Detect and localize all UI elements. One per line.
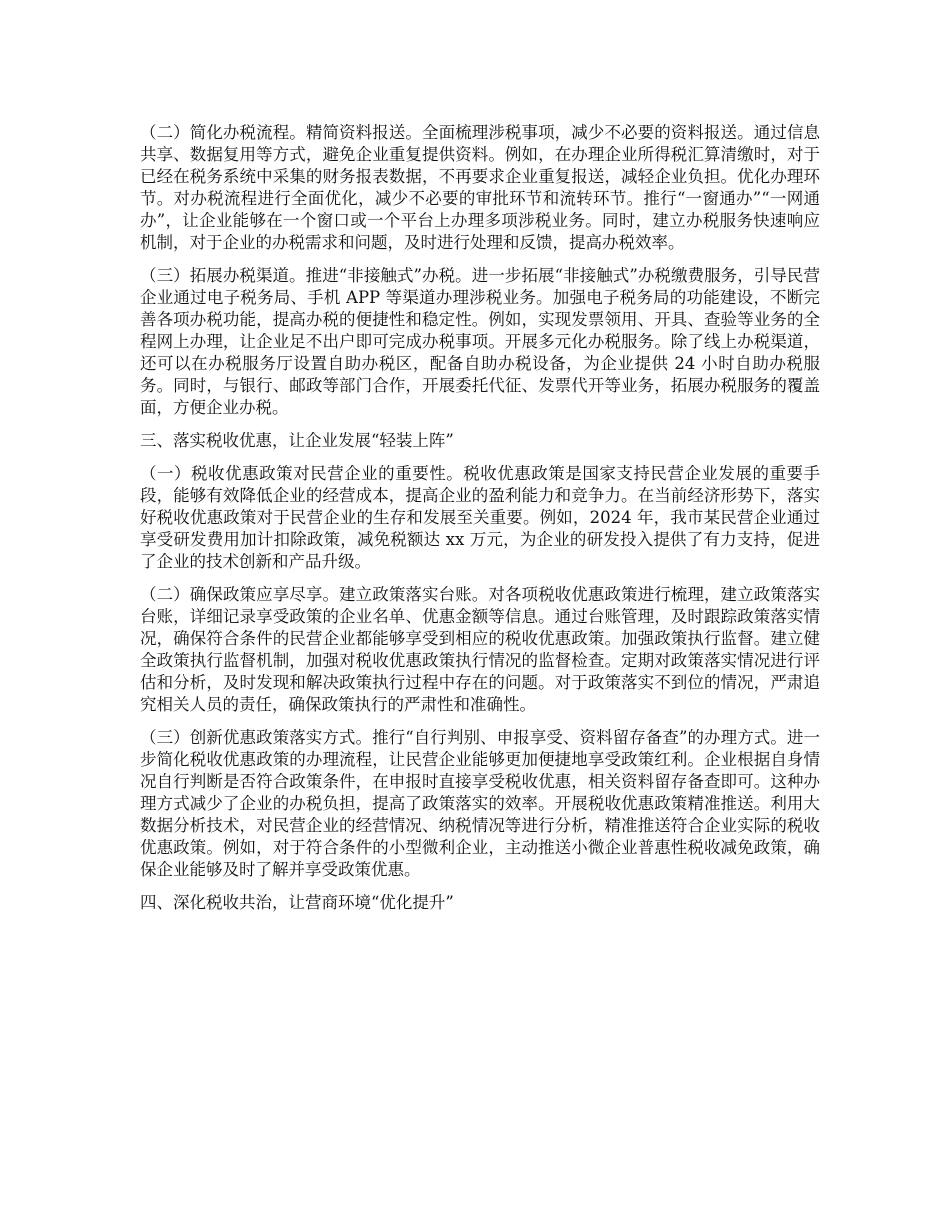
paragraph-simplify-tax-process: （二）简化办税流程。精简资料报送。全面梳理涉税事项，减少不必要的资料报送。通过信息共享、数据复用等方式，避免企业重复提供资料。例如，在办理企业所得税汇算清缴时，对于已经在税务系统中采集的财务报表数据，不再要求企业重复报送，减轻企业负担。优化办理环节。对办税流程进行全面优化，减少不必要的审批环节和流转环节。推行“一窗通办”“一网通办”，让企业能够在一个窗口或一个平台上办理多项涉税业务。同时，建立办税服务快速响应机制，对于企业的办税需求和问题，及时进行处理和反馈，提高办税效率。 [140,123,820,252]
paragraph-innovate-policy-implementation: （三）创新优惠政策落实方式。推行“自行判别、申报享受、资料留存备查”的办理方式。进一步简化税收优惠政策的办理流程，让民营企业能够更加便捷地享受政策红利。企业根据自身情况自行判断是否符合政策条件，在申报时直接享受税收优惠，相关资料留存备查即可。这种办理方式减少了企业的办税负担，提高了政策落实的效率。开展税收优惠政策精准推送。利用大数据分析技术，对民营企业的经营情况、纳税情况等进行分析，精准推送符合企业实际的税收优惠政策。例如，对于符合条件的小型微利企业，主动推送小微企业普惠性税收减免政策，确保企业能够及时了解并享受政策优惠。 [140,728,820,879]
section-heading-tax-co-governance: 四、深化税收共治，让营商环境“优化提升” [140,893,454,912]
paragraph-expand-tax-channels: （三）拓展办税渠道。推进“非接触式”办税。进一步拓展“非接触式”办税缴费服务，引导民营企业通过电子税务局、手机 APP 等渠道办理涉税业务。加强电子税务局的功能建设，不断完善各项办税功能，提高办税的便捷性和稳定性。例如，实现发票领用、开具、查验等业务的全程网上办理，让企业足不出户即可完成办税事项。开展多元化办税服务。除了线上办税渠道，还可以在办税服务厅设置自助办税区，配备自助办税设备，为企业提供 24 小时自助办税服务。同时，与银行、邮政等部门合作，开展委托代征、发票代开等业务，拓展办税服务的覆盖面，方便企业办税。 [140,266,820,417]
paragraph-incentive-importance: （一）税收优惠政策对民营企业的重要性。税收优惠政策是国家支持民营企业发展的重要手段，能够有效降低企业的经营成本，提高企业的盈利能力和竞争力。在当前经济形势下，落实好税收优惠政策对于民营企业的生存和发展至关重要。例如，2024 年，我市某民营企业通过享受研发费用加计扣除政策，减免税额达 xx 万元，为企业的研发投入提供了有力支持，促进了企业的技术创新和产品升级。 [140,464,820,571]
paragraph-ensure-policy-enjoyment: （二）确保政策应享尽享。建立政策落实台账。对各项税收优惠政策进行梳理，建立政策落实台账，详细记录享受政策的企业名单、优惠金额等信息。通过台账管理，及时跟踪政策落实情况，确保符合条件的民营企业都能够享受到相应的税收优惠政策。加强政策执行监督。建立健全政策执行监督机制，加强对税收优惠政策执行情况的监督检查。定期对政策落实情况进行评估和分析，及时发现和解决政策执行过程中存在的问题。对于政策落实不到位的情况，严肃追究相关人员的责任，确保政策执行的严肃性和准确性。 [140,585,820,714]
section-heading-tax-incentives: 三、落实税收优惠，让企业发展“轻装上阵” [140,431,454,450]
document-page [140,122,820,925]
